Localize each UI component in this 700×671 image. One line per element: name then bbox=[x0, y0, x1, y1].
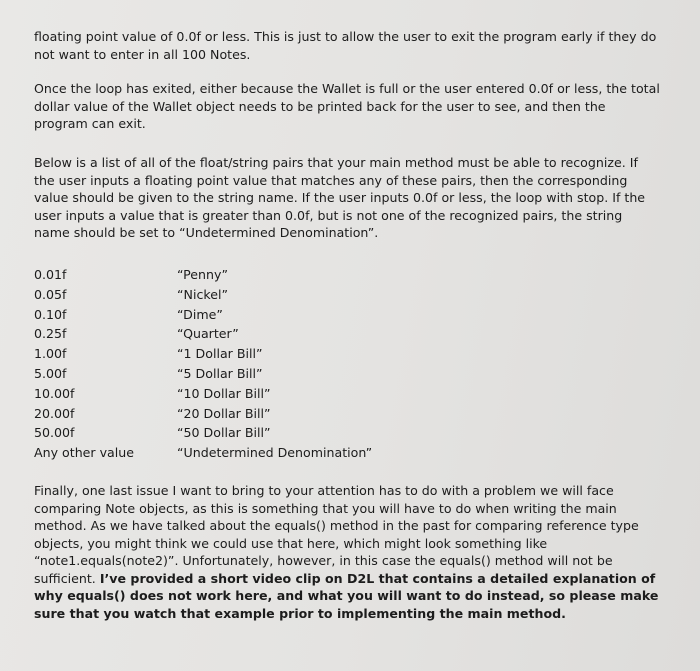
pair-value: 0.25f bbox=[34, 326, 67, 342]
pair-name: “Dime” bbox=[177, 306, 223, 322]
pair-name: “1 Dollar Bill” bbox=[177, 346, 263, 362]
paragraph-exit-condition: floating point value of 0.0f or less. This is just to allow the user to exit the program early if they do not want to enter in all 100 Notes. bbox=[34, 29, 657, 62]
pair-name: “Penny” bbox=[177, 266, 228, 282]
paragraph-equals-issue bbox=[34, 482, 660, 623]
pair-row bbox=[34, 324, 660, 344]
pair-name: “Quarter” bbox=[177, 326, 239, 342]
pair-value: 1.00f bbox=[34, 346, 67, 362]
pair-value: 0.10f bbox=[34, 306, 67, 322]
pair-row bbox=[34, 364, 660, 384]
pair-row bbox=[34, 443, 660, 463]
pair-value: 0.01f bbox=[34, 266, 67, 282]
pair-value: 50.00f bbox=[34, 425, 75, 441]
pair-name: “20 Dollar Bill” bbox=[177, 405, 271, 421]
pair-row bbox=[34, 423, 660, 443]
paragraph-print-total: Once the loop has exited, either because the Wallet is full or the user entered 0.0f or less, the total dollar value of the Wallet object needs to be printed back for the user to see, and then the program can exit. bbox=[34, 81, 660, 132]
pair-row bbox=[34, 404, 660, 424]
pair-name: “10 Dollar Bill” bbox=[177, 385, 271, 401]
pair-name: “5 Dollar Bill” bbox=[177, 365, 263, 381]
pair-value: Any other value bbox=[34, 445, 135, 461]
pair-row bbox=[34, 344, 660, 364]
equals-issue-bold-text: I’ve provided a short video clip on D2L that contains a detailed explanation of why equals() does not work here, and what you will want to do instead, so please make sure that you watch that example prior to implementing the main method. bbox=[34, 570, 659, 622]
pair-name: “50 Dollar Bill” bbox=[177, 425, 271, 441]
pair-row bbox=[34, 265, 660, 285]
equals-issue-text: Finally, one last issue I want to bring to your attention has to do with a problem we will face comparing Note objects, as this is something that you will have to do when writing the main method. As we have talked about the equals() method in the past for comparing reference type objects, you might think we could use that here, which might look something like “note1.equals(note2)”. Unfortunately, however, in this case the equals() method will not be sufficient. bbox=[34, 482, 639, 586]
pair-value: 20.00f bbox=[34, 405, 75, 421]
denomination-pairs-list bbox=[34, 265, 660, 463]
pair-row bbox=[34, 285, 660, 305]
pair-value: 5.00f bbox=[34, 365, 67, 381]
pair-value: 0.05f bbox=[34, 286, 67, 302]
pair-name: “Undetermined Denomination” bbox=[177, 445, 373, 461]
pair-row bbox=[34, 305, 660, 325]
pair-value: 10.00f bbox=[34, 385, 75, 401]
paragraph-pairs-intro: Below is a list of all of the float/string pairs that your main method must be able to recognize. If the user inputs a floating point value that matches any of these pairs, then the corresponding value should be given to the string name. If the user inputs 0.0f or less, the loop with stop. If the user inputs a value that is greater than 0.0f, but is not one of the recognized pairs, the string name should be set to “Undetermined Denomination”. bbox=[34, 154, 646, 241]
pair-row bbox=[34, 384, 660, 404]
pair-name: “Nickel” bbox=[177, 286, 228, 302]
